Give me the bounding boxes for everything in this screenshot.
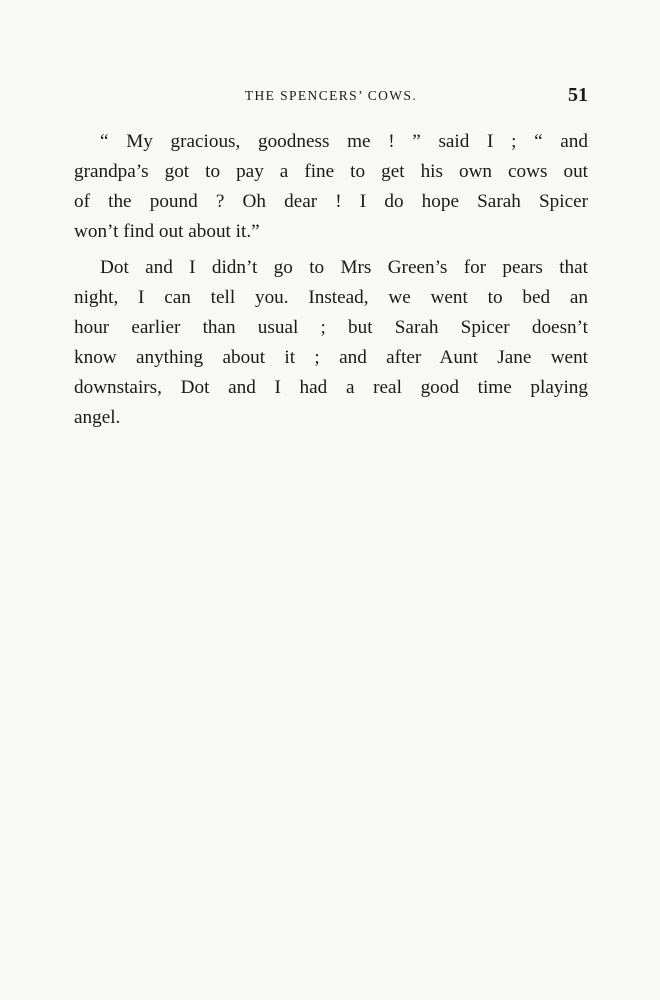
paragraph [74, 253, 588, 433]
running-head [74, 84, 588, 108]
page-number: 51 [568, 84, 588, 106]
running-title: THE SPENCERS’ COWS. [244, 88, 418, 103]
text-line: angel. [74, 407, 121, 428]
paragraph [74, 127, 588, 247]
text-line: downstairs, Dot and I had a real good time playing [74, 377, 588, 398]
text-line: grandpa’s got to pay a fine to get his own cows out [74, 161, 588, 182]
text-line: of the pound ? Oh dear ! I do hope Sarah Spicer [74, 191, 588, 212]
text-line: won’t find out about it.” [74, 221, 260, 242]
body-text [74, 127, 588, 433]
text-line: “ My gracious, goodness me ! ” said I ; “ and [100, 131, 588, 152]
text-line: night, I can tell you. Instead, we went to bed an [74, 287, 588, 308]
text-line: hour earlier than usual ; but Sarah Spicer doesn’t [74, 317, 588, 338]
text-line: Dot and I didn’t go to Mrs Green’s for pears that [100, 257, 588, 278]
text-line: know anything about it ; and after Aunt Jane went [74, 347, 588, 368]
